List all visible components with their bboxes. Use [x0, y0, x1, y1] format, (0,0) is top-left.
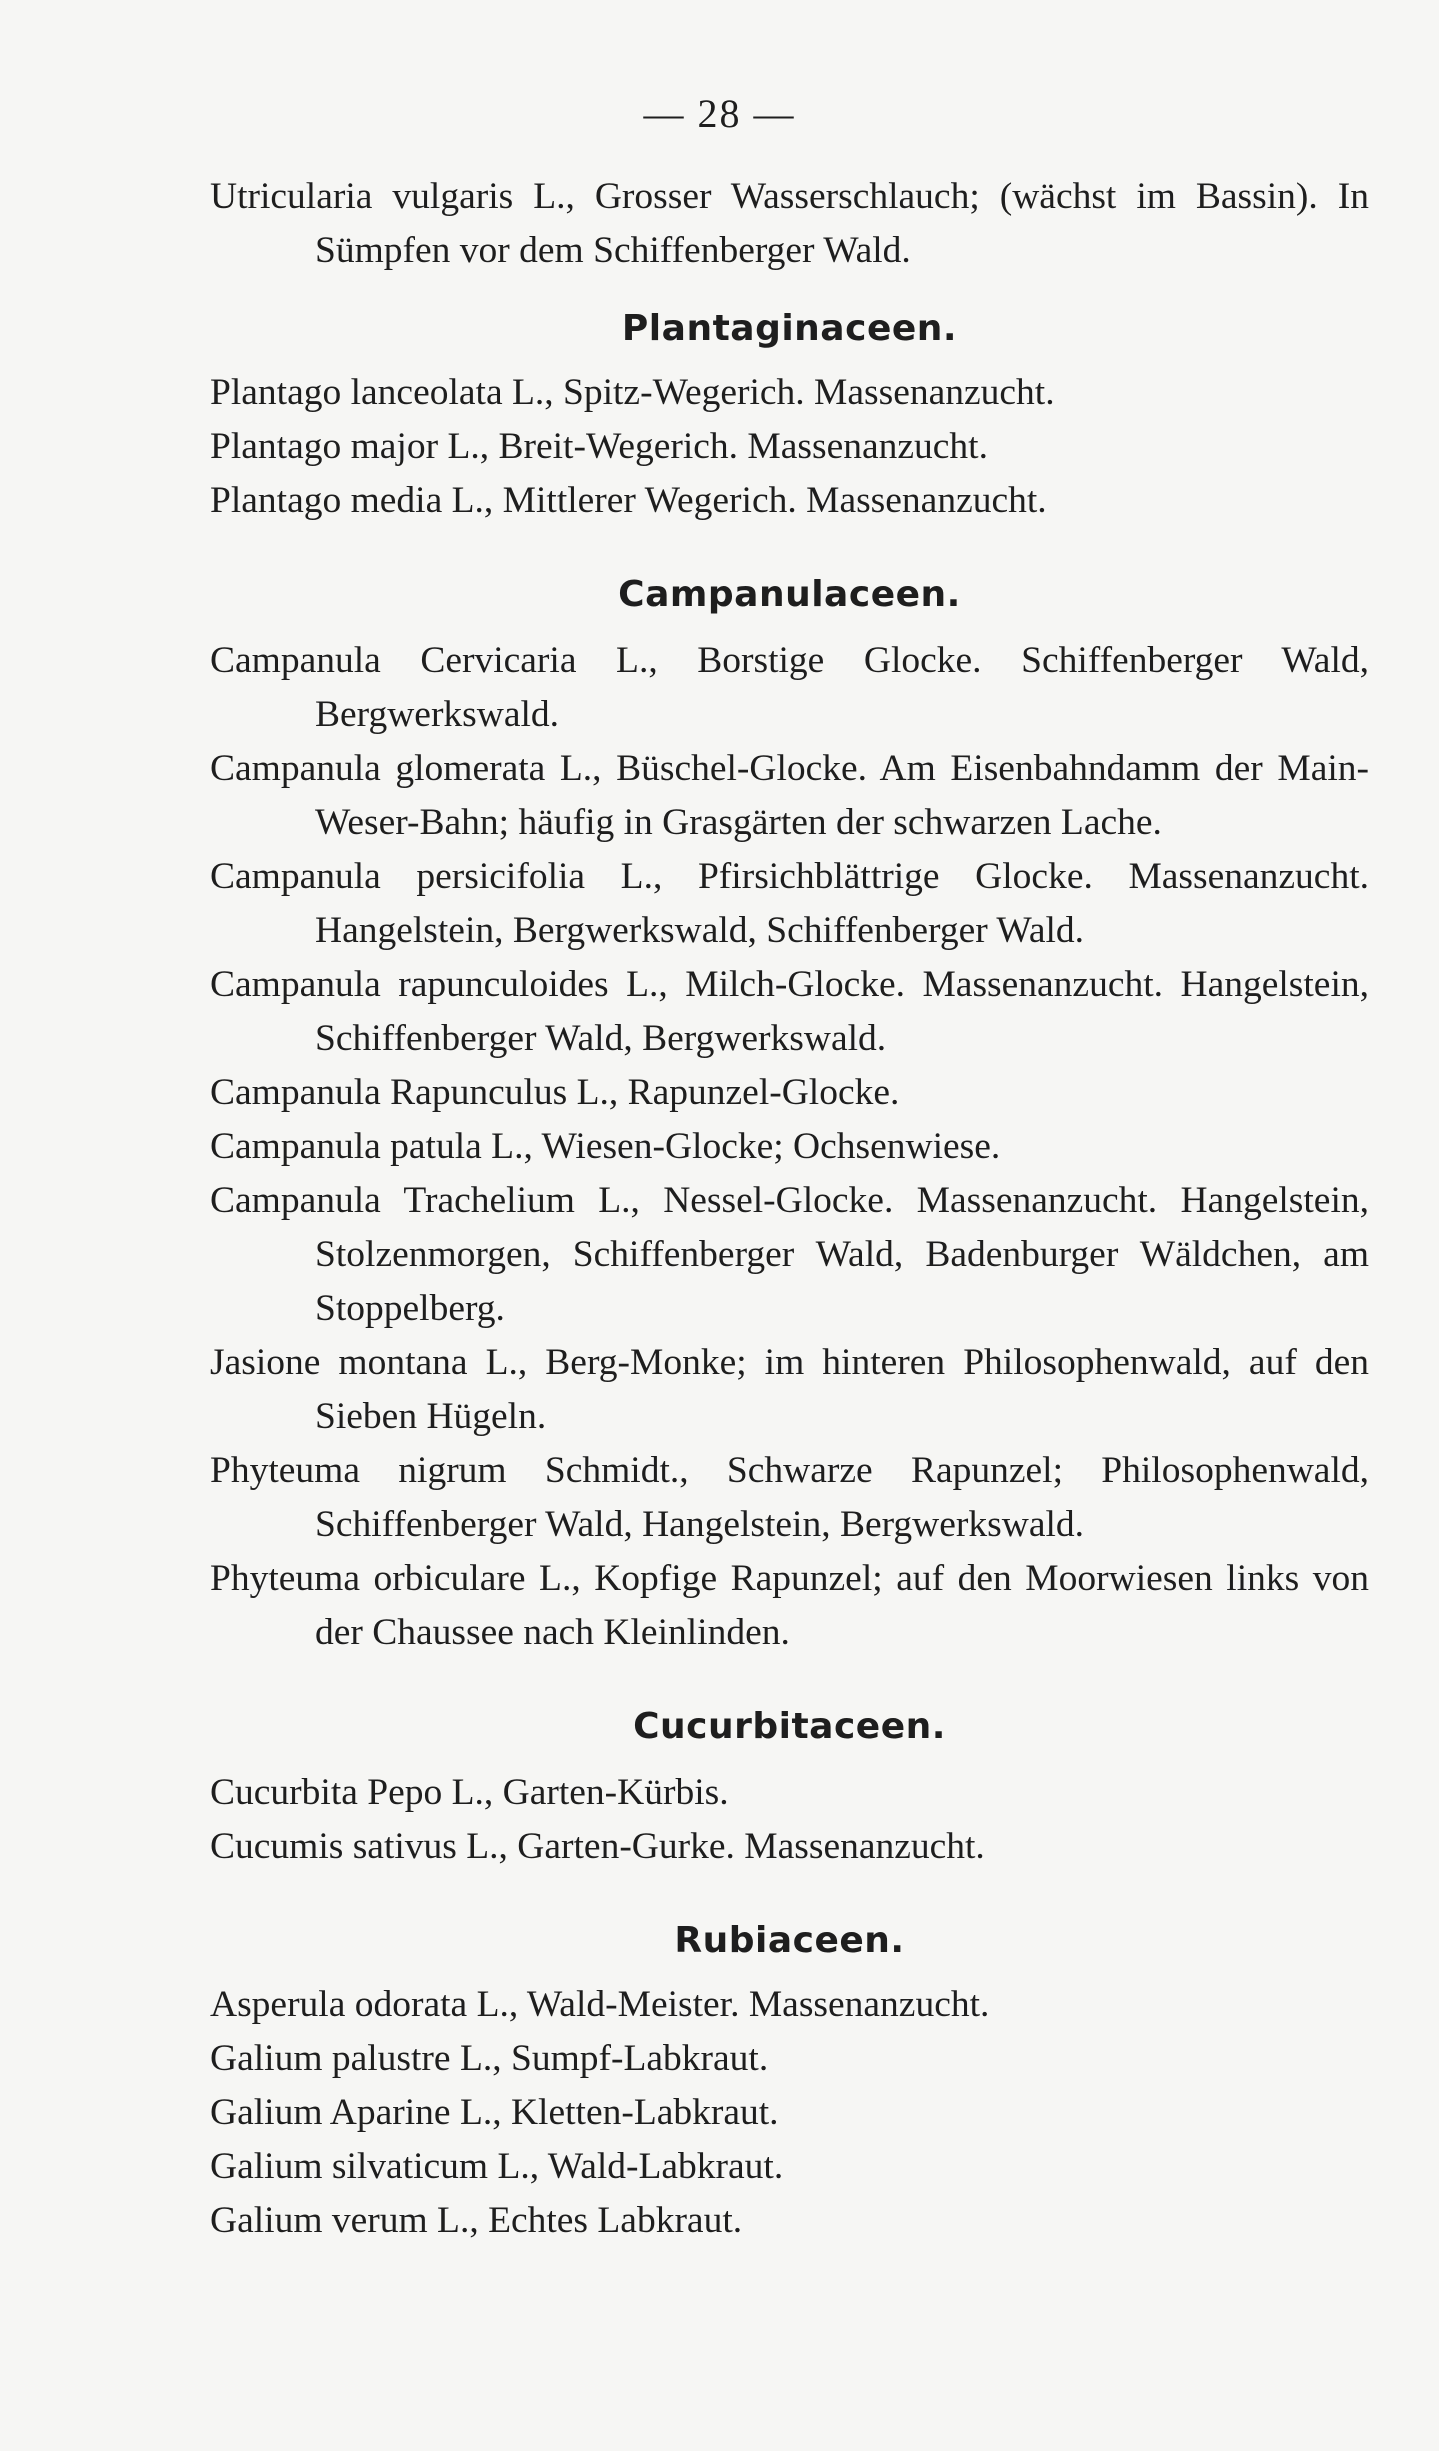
- species-entry-plantago-media: Plantago media L., Mittlerer Wegerich. Massenanzucht.: [210, 480, 1047, 521]
- page-number: — 28 —: [643, 91, 796, 136]
- species-entry-cucurbita-pepo: Cucurbita Pepo L., Garten-Kürbis.: [210, 1772, 729, 1813]
- species-entry-galium-aparine: Galium Aparine L., Kletten-Labkraut.: [210, 2092, 779, 2133]
- family-heading-plantaginaceen: Plantaginaceen.: [621, 308, 958, 349]
- species-entry-phyteuma-orbiculare: Phyteuma orbiculare L., Kopfige Rapunzel; auf den Moorwiesen links von der Chaussee nach Kleinlinden.: [210, 1558, 1369, 1653]
- family-heading-cucurbitaceen: Cucurbitaceen.: [633, 1706, 946, 1747]
- species-entry-campanula-rapunculoides: Campanula rapunculoides L., Milch-Glocke. Massenanzucht. Hangelstein, Schiffenberger Wald, Bergwerkswald.: [210, 964, 1369, 1059]
- species-entry-plantago-lanceolata: Plantago lanceolata L., Spitz-Wegerich. Massenanzucht.: [210, 372, 1055, 413]
- species-entry-galium-verum: Galium verum L., Echtes Labkraut.: [210, 2200, 743, 2241]
- species-entry-cucumis-sativus: Cucumis sativus L., Garten-Gurke. Massenanzucht.: [210, 1826, 985, 1867]
- family-heading-rubiaceen: Rubiaceen.: [674, 1920, 905, 1961]
- species-entry-campanula-patula: Campanula patula L., Wiesen-Glocke; Ochsenwiese.: [210, 1126, 1001, 1167]
- species-entry-campanula-trachelium: Campanula Trachelium L., Nessel-Glocke. Massenanzucht. Hangelstein, Stolzenmorgen, Schiffenberger Wald, Badenburger Wäldchen, am Stoppelberg.: [210, 1180, 1369, 1329]
- species-entry-campanula-persicifolia: Campanula persicifolia L., Pfirsichblättrige Glocke. Massenanzucht. Hangelstein, Bergwerkswald, Schiffenberger Wald.: [210, 856, 1369, 951]
- page-content: [210, 170, 1369, 2248]
- species-entry-campanula-cervicaria: Campanula Cervicaria L., Borstige Glocke. Schiffenberger Wald, Bergwerkswald.: [210, 640, 1369, 735]
- species-entry-jasione-montana: Jasione montana L., Berg-Monke; im hinteren Philosophenwald, auf den Sieben Hügeln.: [210, 1342, 1369, 1437]
- species-entry-galium-silvaticum: Galium silvaticum L., Wald-Labkraut.: [210, 2146, 784, 2187]
- species-entry-plantago-major: Plantago major L., Breit-Wegerich. Massenanzucht.: [210, 426, 988, 467]
- species-entry-phyteuma-nigrum: Phyteuma nigrum Schmidt., Schwarze Rapunzel; Philosophenwald, Schiffenberger Wald, Hangelstein, Bergwerkswald.: [210, 1450, 1369, 1545]
- species-entry-asperula-odorata: Asperula odorata L., Wald-Meister. Massenanzucht.: [210, 1984, 990, 2025]
- species-entry-campanula-glomerata: Campanula glomerata L., Büschel-Glocke. Am Eisenbahndamm der Main-Weser-Bahn; häufig in Grasgärten der schwarzen Lache.: [210, 748, 1369, 843]
- species-entry-utricularia-vulgaris: Utricularia vulgaris L., Grosser Wasserschlauch; (wächst im Bassin). In Sümpfen vor dem Schiffenberger Wald.: [210, 176, 1369, 271]
- species-entry-galium-palustre: Galium palustre L., Sumpf-Labkraut.: [210, 2038, 769, 2079]
- species-entry-campanula-rapunculus: Campanula Rapunculus L., Rapunzel-Glocke.: [210, 1072, 900, 1113]
- family-heading-campanulaceen: Campanulaceen.: [618, 574, 961, 615]
